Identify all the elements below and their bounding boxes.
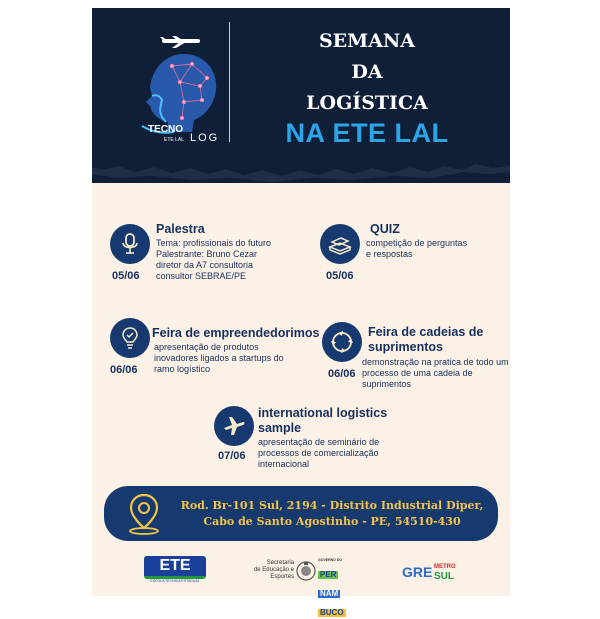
event-cadeias-title-1: Feira de cadeias de bbox=[368, 325, 484, 339]
secretaria-line-2: de Educação e bbox=[253, 567, 294, 573]
lightbulb-icon-circle bbox=[110, 318, 150, 358]
event-quiz-desc-2: e respostas bbox=[366, 249, 413, 259]
airplane-icon-circle bbox=[214, 406, 254, 446]
event-palestra-date: 05/06 bbox=[112, 270, 140, 282]
event-cadeias-date: 06/06 bbox=[328, 368, 356, 380]
subtitle: NA ETE LAL bbox=[285, 118, 449, 148]
airplane-icon bbox=[160, 36, 200, 48]
event-quiz-date: 05/06 bbox=[326, 270, 354, 282]
event-cadeias-title-2: suprimentos bbox=[368, 340, 444, 354]
ete-logo-subtext: ESCOLA TÉCNICA ESTADUAL bbox=[150, 579, 200, 583]
event-empreendedorismo-title: Feira de empreendedorimos bbox=[152, 326, 320, 340]
logo-tecno-text: TECNO bbox=[148, 124, 183, 135]
header-divider bbox=[229, 22, 230, 142]
location-pin-icon bbox=[124, 492, 164, 536]
title-line-1: SEMANA bbox=[318, 30, 416, 52]
airplane-icon bbox=[221, 413, 247, 439]
address-text bbox=[176, 498, 488, 530]
event-cadeias-desc-3: suprimentos bbox=[362, 379, 412, 389]
address-box bbox=[104, 486, 498, 541]
event-international-title-1: international logistics bbox=[258, 406, 388, 420]
governo-label: GOVERNO DO bbox=[318, 558, 343, 562]
event-palestra-desc-3: diretor da A7 consultoria bbox=[156, 260, 254, 270]
event-international-title-2: sample bbox=[258, 421, 302, 435]
event-empreendedorismo-desc-2: inovadores ligados a startups do bbox=[154, 353, 284, 363]
cycle-arrows-icon bbox=[329, 329, 355, 355]
logo-small-text: ETE LAL bbox=[164, 137, 185, 143]
logo-log-text: LOG bbox=[190, 132, 220, 144]
torn-edge bbox=[92, 148, 510, 188]
books-icon bbox=[327, 231, 353, 257]
title-line-2: DA bbox=[351, 61, 383, 83]
title-line-3: LOGÍSTICA bbox=[306, 92, 428, 114]
event-palestra-desc-1: Tema: profissionais do futuro bbox=[156, 238, 272, 248]
event-quiz-title: QUIZ bbox=[370, 222, 400, 236]
ete-logo-text: ETE bbox=[159, 557, 191, 574]
books-icon-circle bbox=[320, 224, 360, 264]
event-international-desc-2: processos de comercialização bbox=[258, 448, 379, 458]
event-international-desc-1: apresentação de seminário de bbox=[258, 437, 380, 447]
metro-text: METRO bbox=[434, 564, 456, 570]
event-cadeias-desc-2: processo de uma cadeia de bbox=[362, 368, 473, 378]
event-quiz-desc-1: competição de perguntas bbox=[366, 238, 468, 248]
pernambuco-line-3: BUCO bbox=[320, 608, 344, 617]
microphone-icon bbox=[117, 231, 143, 257]
event-palestra-title: Palestra bbox=[156, 222, 205, 236]
secretaria-line-3: Esportes bbox=[270, 574, 294, 580]
microphone-icon-circle bbox=[110, 224, 150, 264]
secretaria-line-1: Secretaria bbox=[266, 560, 294, 566]
tecnolog-logo bbox=[122, 36, 232, 146]
event-empreendedorismo-desc-3: ramo logístico bbox=[154, 364, 211, 374]
event-international-date: 07/06 bbox=[218, 450, 246, 462]
event-international-desc-3: internacional bbox=[258, 459, 310, 469]
pernambuco-line-2: NAM bbox=[320, 589, 339, 598]
pernambuco-logo bbox=[318, 558, 354, 617]
header-banner bbox=[92, 8, 510, 183]
gre-metro-sul-logo bbox=[402, 562, 462, 586]
event-cadeias-desc-1: demonstração na pratica de todo um bbox=[362, 357, 509, 367]
poster bbox=[92, 8, 510, 617]
event-palestra-desc-4: consultor SEBRAE/PE bbox=[156, 271, 247, 281]
address-line-1: Rod. Br-101 Sul, 2194 - Distrito Industrial Diper, bbox=[180, 499, 484, 512]
gre-text: GRE bbox=[402, 564, 433, 580]
event-palestra-desc-2: Palestrante: Bruno Cezar bbox=[156, 249, 258, 259]
brasao-icon bbox=[296, 560, 316, 582]
sul-text: SUL bbox=[434, 571, 454, 582]
event-empreendedorismo-desc-1: apresentação de produtos bbox=[154, 342, 259, 352]
secretaria-educacao-logo bbox=[230, 560, 294, 588]
address-line-2: Cabo de Santo Agostinho - PE, 54510-430 bbox=[203, 515, 461, 528]
cycle-arrows-icon-circle bbox=[322, 322, 362, 362]
event-empreendedorismo-date: 06/06 bbox=[110, 364, 138, 376]
pernambuco-line-1: PER bbox=[320, 570, 337, 579]
ete-logo bbox=[144, 556, 206, 586]
lightbulb-icon bbox=[117, 325, 143, 351]
